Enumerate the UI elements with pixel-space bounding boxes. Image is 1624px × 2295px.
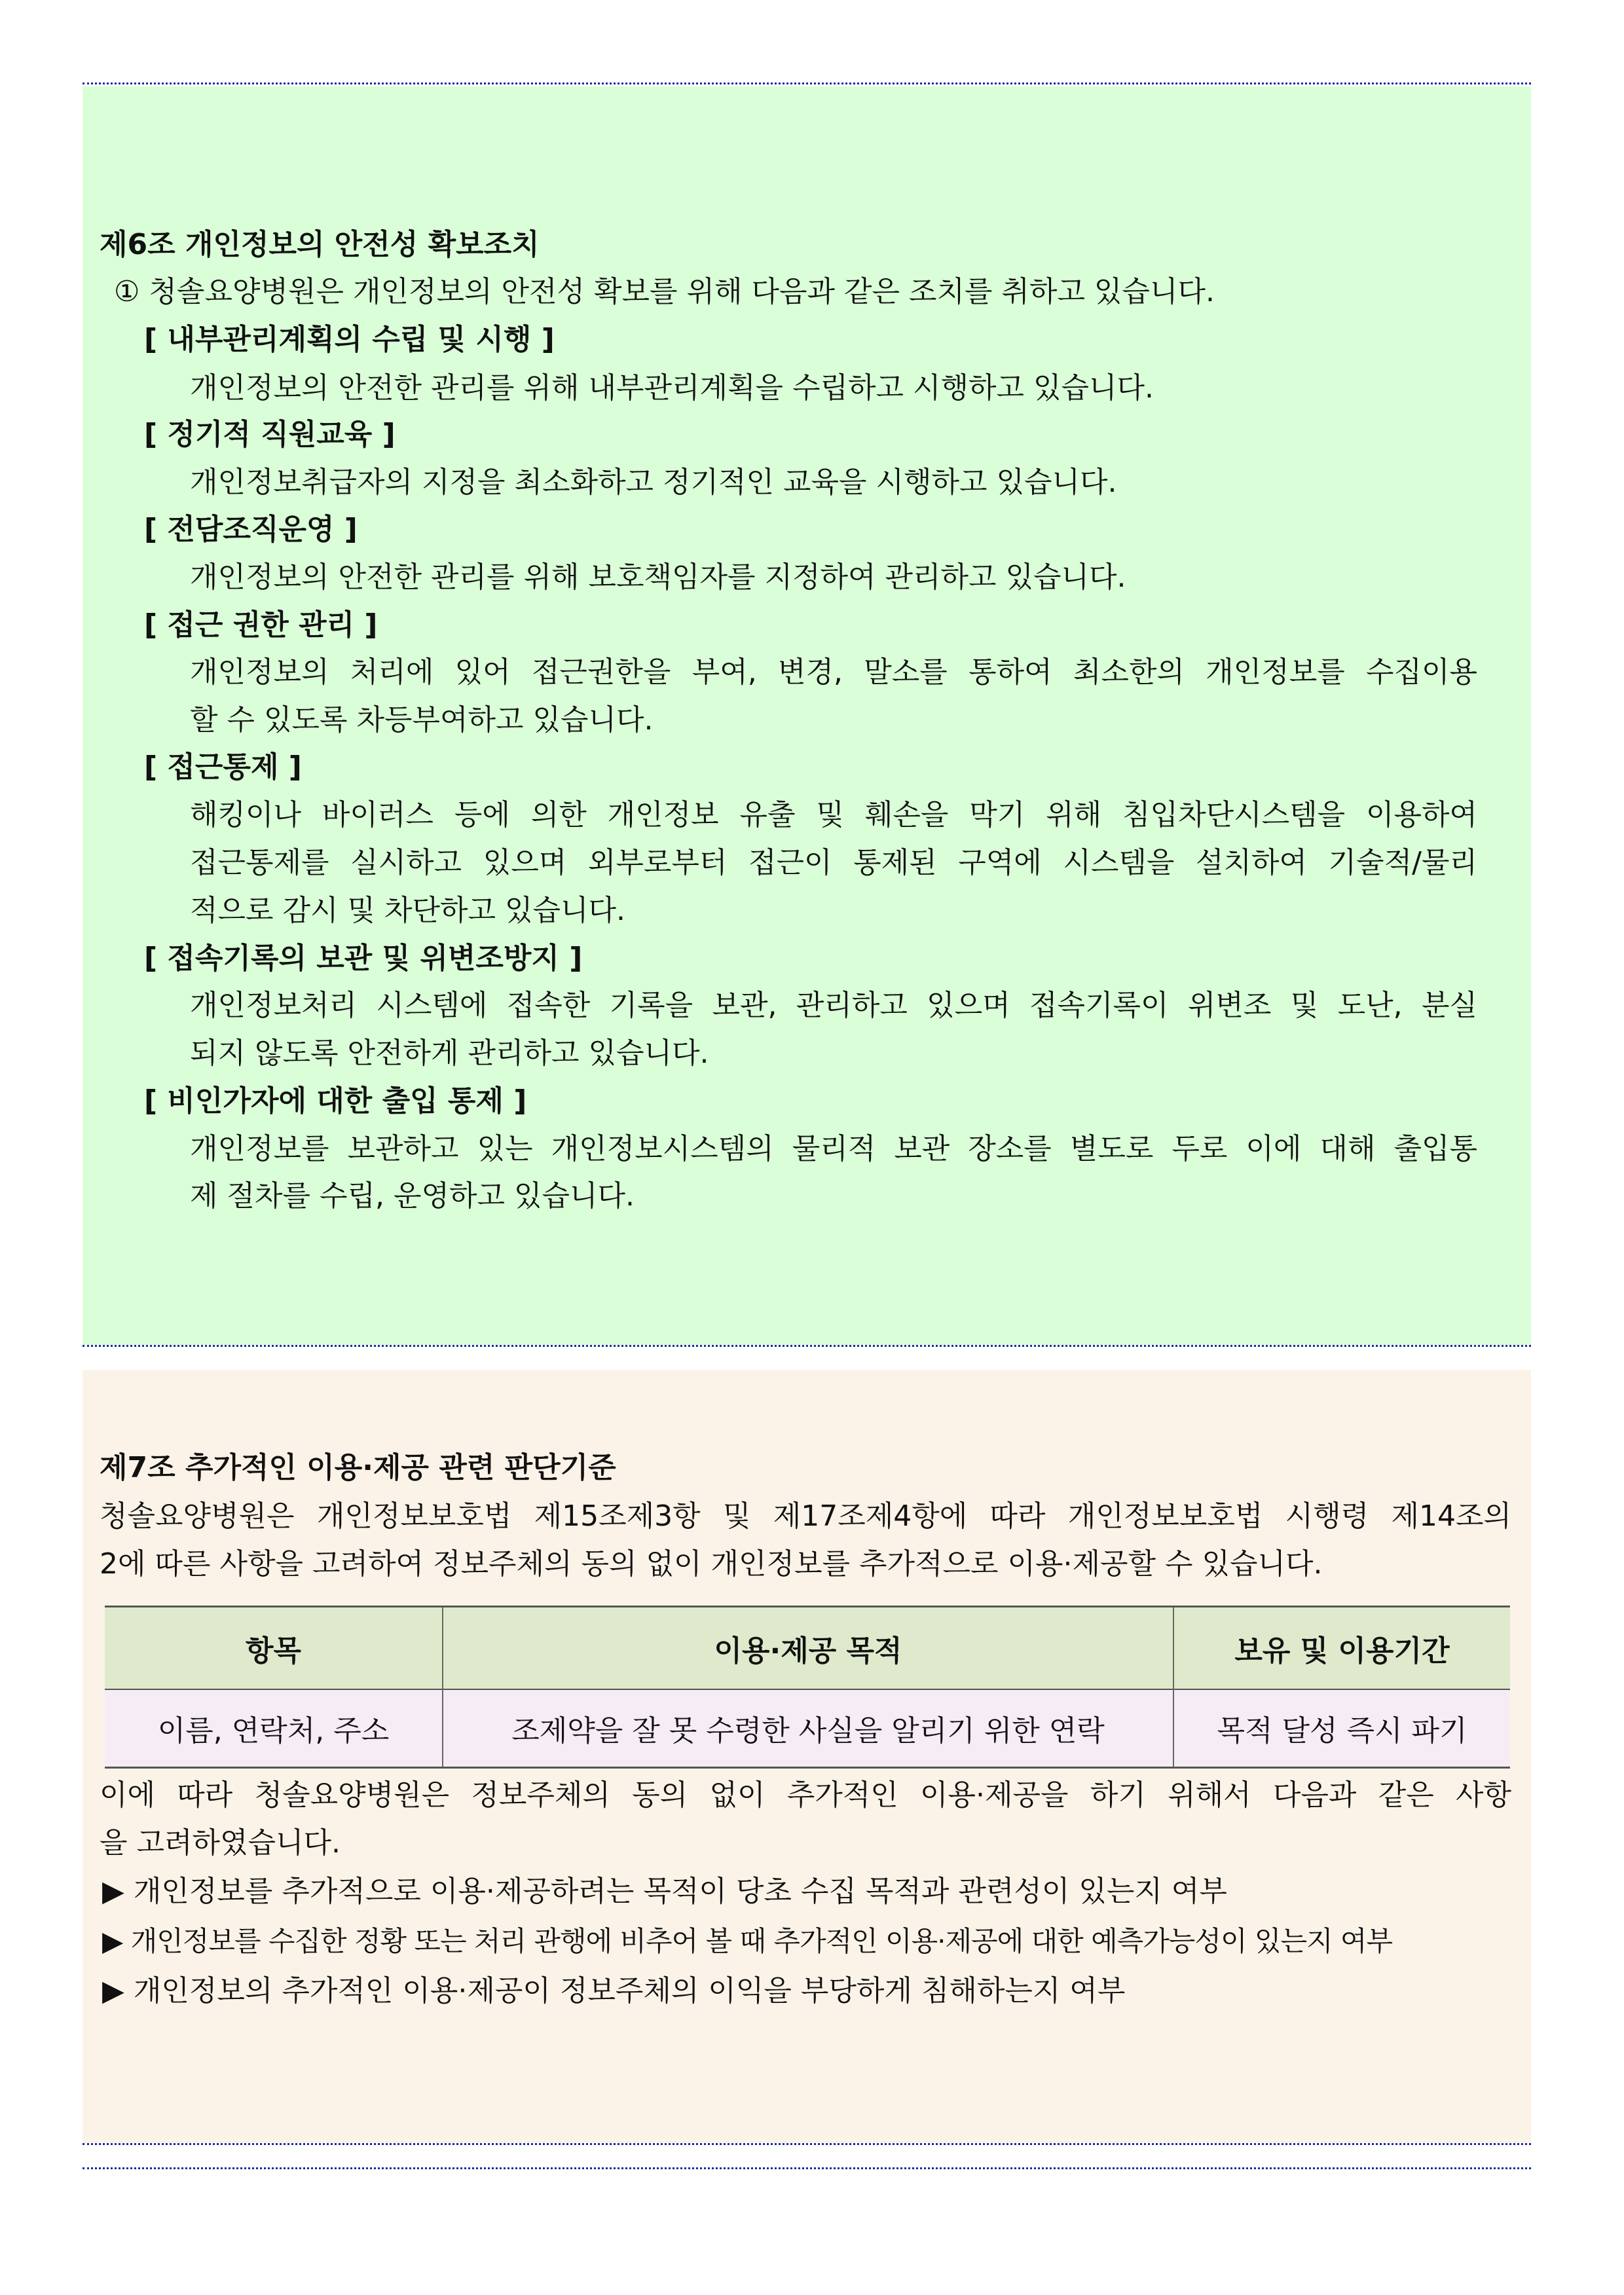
bottom-divider-2 bbox=[83, 2167, 1531, 2169]
measure-text: 개인정보취급자의 지정을 최소화하고 정기적인 교육을 시행하고 있습니다. bbox=[190, 466, 1117, 499]
section-7-panel bbox=[83, 1370, 1531, 2143]
measure-text: 개인정보의 처리에 있어 접근권한을 부여, 변경, 말소를 통하여 최소한의 개인정보를 수집이용 bbox=[190, 655, 1477, 689]
measure-text: 개인정보를 보관하고 있는 개인정보시스템의 물리적 보관 장소를 별도로 두로 이에 대해 출입통 bbox=[190, 1132, 1477, 1166]
table-row bbox=[105, 1689, 1510, 1768]
top-divider-1 bbox=[83, 83, 1531, 84]
section-6-intro: ① 청솔요양병원은 개인정보의 안전성 확보를 위해 다음과 같은 조치를 취하고 있습니다. bbox=[114, 275, 1215, 308]
table-cell-purpose: 조제약을 잘 못 수령한 사실을 알리기 위한 연락 bbox=[443, 1689, 1173, 1768]
table-cell-retention: 목적 달성 즉시 파기 bbox=[1173, 1689, 1510, 1768]
table-header-retention: 보유 및 이용기간 bbox=[1173, 1607, 1510, 1689]
section-7-after-line: 을 고려하였습니다. bbox=[100, 1826, 341, 1860]
measure-heading: [ 내부관리계획의 수립 및 시행 ] bbox=[144, 323, 555, 356]
criteria-bullet: ▶ 개인정보를 추가적으로 이용·제공하려는 목적이 당초 수집 목적과 관련성이 있는지 여부 bbox=[102, 1875, 1227, 1908]
table-header-purpose: 이용·제공 목적 bbox=[443, 1607, 1173, 1689]
criteria-bullet: ▶ 개인정보의 추가적인 이용·제공이 정보주체의 이익을 부당하게 침해하는지 여부 bbox=[102, 1974, 1126, 2008]
measure-text: 할 수 있도록 차등부여하고 있습니다. bbox=[190, 703, 654, 737]
measure-heading: [ 정기적 직원교육 ] bbox=[144, 418, 396, 451]
measure-heading: [ 비인가자에 대한 출입 통제 ] bbox=[144, 1084, 527, 1118]
section-7-intro-line: 청솔요양병원은 개인정보보호법 제15조제3항 및 제17조제4항에 따라 개인정보보호법 시행령 제14조의 bbox=[100, 1499, 1511, 1533]
table-cell-item: 이름, 연락처, 주소 bbox=[157, 1714, 390, 1748]
measure-text: 제 절차를 수립, 운영하고 있습니다. bbox=[190, 1179, 635, 1213]
table-header-item: 항목 bbox=[245, 1634, 301, 1668]
section-7-intro-line: 2에 따른 사항을 고려하여 정보주체의 동의 없이 개인정보를 추가적으로 이용·제공할 수 있습니다. bbox=[100, 1547, 1323, 1581]
measure-heading: [ 전담조직운영 ] bbox=[144, 513, 358, 546]
measure-text: 해킹이나 바이러스 등에 의한 개인정보 유출 및 훼손을 막기 위해 침입차단시스템을 이용하여 bbox=[190, 798, 1477, 832]
table-header-row bbox=[105, 1607, 1510, 1689]
measure-text: 적으로 감시 및 차단하고 있습니다. bbox=[190, 894, 625, 927]
bottom-divider-1 bbox=[83, 2143, 1531, 2145]
section-6-panel bbox=[83, 86, 1531, 1345]
measure-text: 개인정보의 안전한 관리를 위해 내부관리계획을 수립하고 시행하고 있습니다. bbox=[190, 371, 1154, 405]
measure-text: 되지 않도록 안전하게 관리하고 있습니다. bbox=[190, 1037, 709, 1070]
section-7-title: 제7조 추가적인 이용·제공 관련 판단기준 bbox=[100, 1451, 616, 1484]
measure-text: 개인정보처리 시스템에 접속한 기록을 보관, 관리하고 있으며 접속기록이 위변조 및 도난, 분실 bbox=[190, 989, 1477, 1022]
measure-text: 접근통제를 실시하고 있으며 외부로부터 접근이 통제된 구역에 시스템을 설치하여 기술적/물리 bbox=[190, 846, 1477, 879]
measure-heading: [ 접근 권한 관리 ] bbox=[144, 608, 378, 642]
measure-text: 개인정보의 안전한 관리를 위해 보호책임자를 지정하여 관리하고 있습니다. bbox=[190, 560, 1126, 594]
measure-heading: [ 접근통제 ] bbox=[144, 750, 302, 784]
measure-heading: [ 접속기록의 보관 및 위변조방지 ] bbox=[144, 942, 583, 975]
judgment-criteria-table bbox=[105, 1606, 1510, 1769]
criteria-bullet: ▶ 개인정보를 수집한 정황 또는 처리 관행에 비추어 볼 때 추가적인 이용·제공에 대한 예측가능성이 있는지 여부 bbox=[102, 1925, 1393, 1957]
middle-divider-1 bbox=[83, 1345, 1531, 1347]
section-7-after-line: 이에 따라 청솔요양병원은 정보주체의 동의 없이 추가적인 이용·제공을 하기 위해서 다음과 같은 사항 bbox=[100, 1778, 1511, 1812]
section-6-title: 제6조 개인정보의 안전성 확보조치 bbox=[100, 228, 540, 261]
